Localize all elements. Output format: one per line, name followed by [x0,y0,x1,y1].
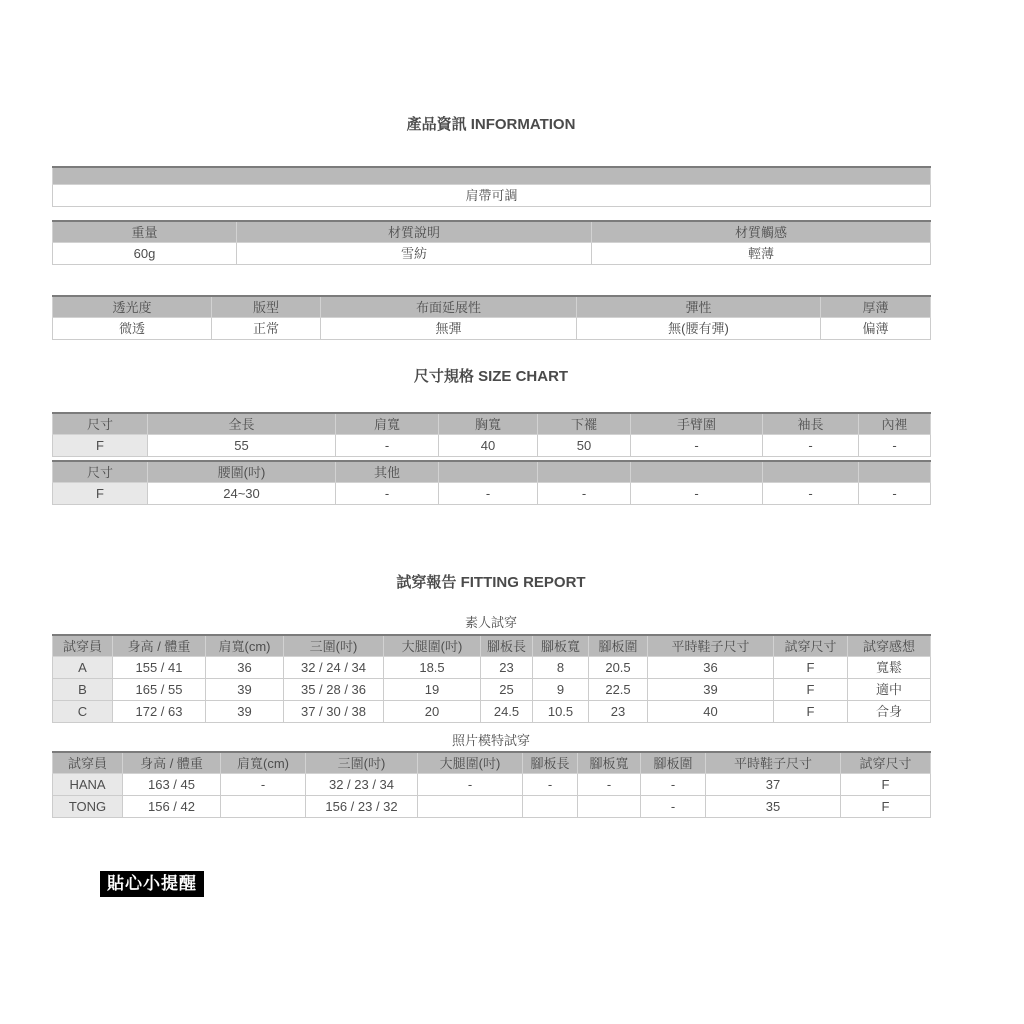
table-cell: 156 / 42 [123,796,221,818]
column-header: 袖長 [763,413,859,435]
column-header: 布面延展性 [321,296,577,318]
column-header: 材質說明 [237,221,592,243]
table-cell: C [53,701,113,723]
table-cell: 偏薄 [821,318,931,340]
column-header: 手臂圍 [631,413,763,435]
table-cell: 163 / 45 [123,774,221,796]
column-header: 肩寬(cm) [221,752,306,774]
table-cell: 19 [384,679,481,701]
table-row [53,435,931,457]
column-header: 大腿圍(吋) [418,752,523,774]
header-row [53,752,931,774]
table-row [53,318,931,340]
table-cell: F [774,657,848,679]
table-cell: - [631,435,763,457]
table-cell: 39 [648,679,774,701]
table-cell: 20 [384,701,481,723]
table-cell: 9 [533,679,589,701]
table-cell: - [578,774,641,796]
column-header: 平時鞋子尺寸 [706,752,841,774]
table-cell: - [631,483,763,505]
column-header [859,461,931,483]
column-header: 肩寬 [336,413,439,435]
table-cell: TONG [53,796,123,818]
column-header: 腳板長 [481,635,533,657]
table-cell: - [523,774,578,796]
table-cell: 8 [533,657,589,679]
table-cell: 50 [538,435,631,457]
table-cell: F [774,701,848,723]
table-cell: 適中 [848,679,931,701]
column-header: 試穿感想 [848,635,931,657]
fitting-table-model [52,751,931,818]
table-cell: 60g [53,243,237,265]
column-header: 版型 [212,296,321,318]
table-cell: - [859,483,931,505]
table-cell: 無彈 [321,318,577,340]
table-cell [221,796,306,818]
column-header: 身高 / 體重 [113,635,206,657]
table-cell: 25 [481,679,533,701]
table-cell: 156 / 23 / 32 [306,796,418,818]
column-header: 重量 [53,221,237,243]
table-cell: - [538,483,631,505]
table-cell: 輕薄 [592,243,931,265]
column-header: 彈性 [577,296,821,318]
table-cell: 32 / 23 / 34 [306,774,418,796]
column-header: 試穿員 [53,635,113,657]
column-header: 透光度 [53,296,212,318]
table-cell: 10.5 [533,701,589,723]
table-cell: 40 [439,435,538,457]
column-header: 三圍(吋) [306,752,418,774]
table-cell: - [336,483,439,505]
table-cell: 35 [706,796,841,818]
column-header: 下襬 [538,413,631,435]
table-cell: A [53,657,113,679]
table-cell: - [763,483,859,505]
column-header: 三圍(吋) [284,635,384,657]
column-header: 腳板寬 [533,635,589,657]
table-cell: - [336,435,439,457]
table-cell: 18.5 [384,657,481,679]
table-cell [418,796,523,818]
material-table [52,220,931,265]
column-header [538,461,631,483]
table-cell [523,796,578,818]
table-cell: 24~30 [148,483,336,505]
table-row [53,796,931,818]
table-cell: F [53,435,148,457]
column-header: 其他 [336,461,439,483]
table-cell: B [53,679,113,701]
header-row [53,296,931,318]
table-cell: - [439,483,538,505]
table-cell: 無(腰有彈) [577,318,821,340]
table-cell: 39 [206,679,284,701]
table-row [53,774,931,796]
column-header: 試穿尺寸 [841,752,931,774]
table-cell: 合身 [848,701,931,723]
table-row [53,657,931,679]
column-header: 平時鞋子尺寸 [648,635,774,657]
column-header: 試穿員 [53,752,123,774]
column-header: 腳板圍 [589,635,648,657]
fitting-subtitle-regular: 素人試穿 [464,615,517,630]
column-header: 腰圍(吋) [148,461,336,483]
table-cell: 155 / 41 [113,657,206,679]
table-cell: 32 / 24 / 34 [284,657,384,679]
table-cell: 正常 [212,318,321,340]
column-header [439,461,538,483]
size-chart-table-2 [52,460,931,505]
column-header: 胸寬 [439,413,538,435]
table-cell: 40 [648,701,774,723]
table-row [53,701,931,723]
fabric-table [52,295,931,340]
header-row [53,221,931,243]
fitting-subtitle-model: 照片模特試穿 [451,733,530,748]
column-header: 腳板長 [523,752,578,774]
table-cell: - [641,774,706,796]
column-header: 肩寬(cm) [206,635,284,657]
table-cell: F [774,679,848,701]
column-header: 身高 / 體重 [123,752,221,774]
column-header: 材質觸感 [592,221,931,243]
table-row [53,483,931,505]
table-cell [578,796,641,818]
table-cell: 23 [589,701,648,723]
table-cell: 20.5 [589,657,648,679]
table-cell: 39 [206,701,284,723]
column-header: 尺寸 [53,461,148,483]
column-header: 全長 [148,413,336,435]
table-cell: 微透 [53,318,212,340]
table-cell: - [418,774,523,796]
table-cell: 肩帶可調 [53,185,931,207]
column-header [763,461,859,483]
table-cell: - [221,774,306,796]
table-cell: 22.5 [589,679,648,701]
column-header: 大腿圍(吋) [384,635,481,657]
fitting-table-regular [52,634,931,723]
table-cell: 165 / 55 [113,679,206,701]
table-cell: 37 [706,774,841,796]
table-cell: HANA [53,774,123,796]
table-cell: - [763,435,859,457]
table-cell: 55 [148,435,336,457]
fitting-section-title: 試穿報告 FITTING REPORT [396,574,586,591]
reminder-badge: 貼心小提醒 [100,871,204,897]
size-section-title: 尺寸規格 SIZE CHART [413,368,569,385]
column-header [53,167,931,185]
header-row [53,461,931,483]
table-cell: - [641,796,706,818]
table-row [53,243,931,265]
table-cell: 雪紡 [237,243,592,265]
strap-table [52,166,931,207]
column-header: 試穿尺寸 [774,635,848,657]
header-row [53,635,931,657]
column-header: 腳板圍 [641,752,706,774]
table-cell: F [841,774,931,796]
header-row [53,413,931,435]
table-cell: 24.5 [481,701,533,723]
table-cell: F [53,483,148,505]
table-cell: 35 / 28 / 36 [284,679,384,701]
table-cell: 172 / 63 [113,701,206,723]
table-cell: 寬鬆 [848,657,931,679]
table-cell: 36 [206,657,284,679]
column-header: 腳板寬 [578,752,641,774]
table-row [53,679,931,701]
size-chart-table-1 [52,412,931,457]
table-cell: F [841,796,931,818]
table-row [53,185,931,207]
column-header: 厚薄 [821,296,931,318]
column-header: 內裡 [859,413,931,435]
table-cell: 37 / 30 / 38 [284,701,384,723]
table-cell: - [859,435,931,457]
column-header [631,461,763,483]
table-cell: 36 [648,657,774,679]
column-header: 尺寸 [53,413,148,435]
header-row [53,167,931,185]
info-section-title: 產品資訊 INFORMATION [406,116,576,133]
table-cell: 23 [481,657,533,679]
